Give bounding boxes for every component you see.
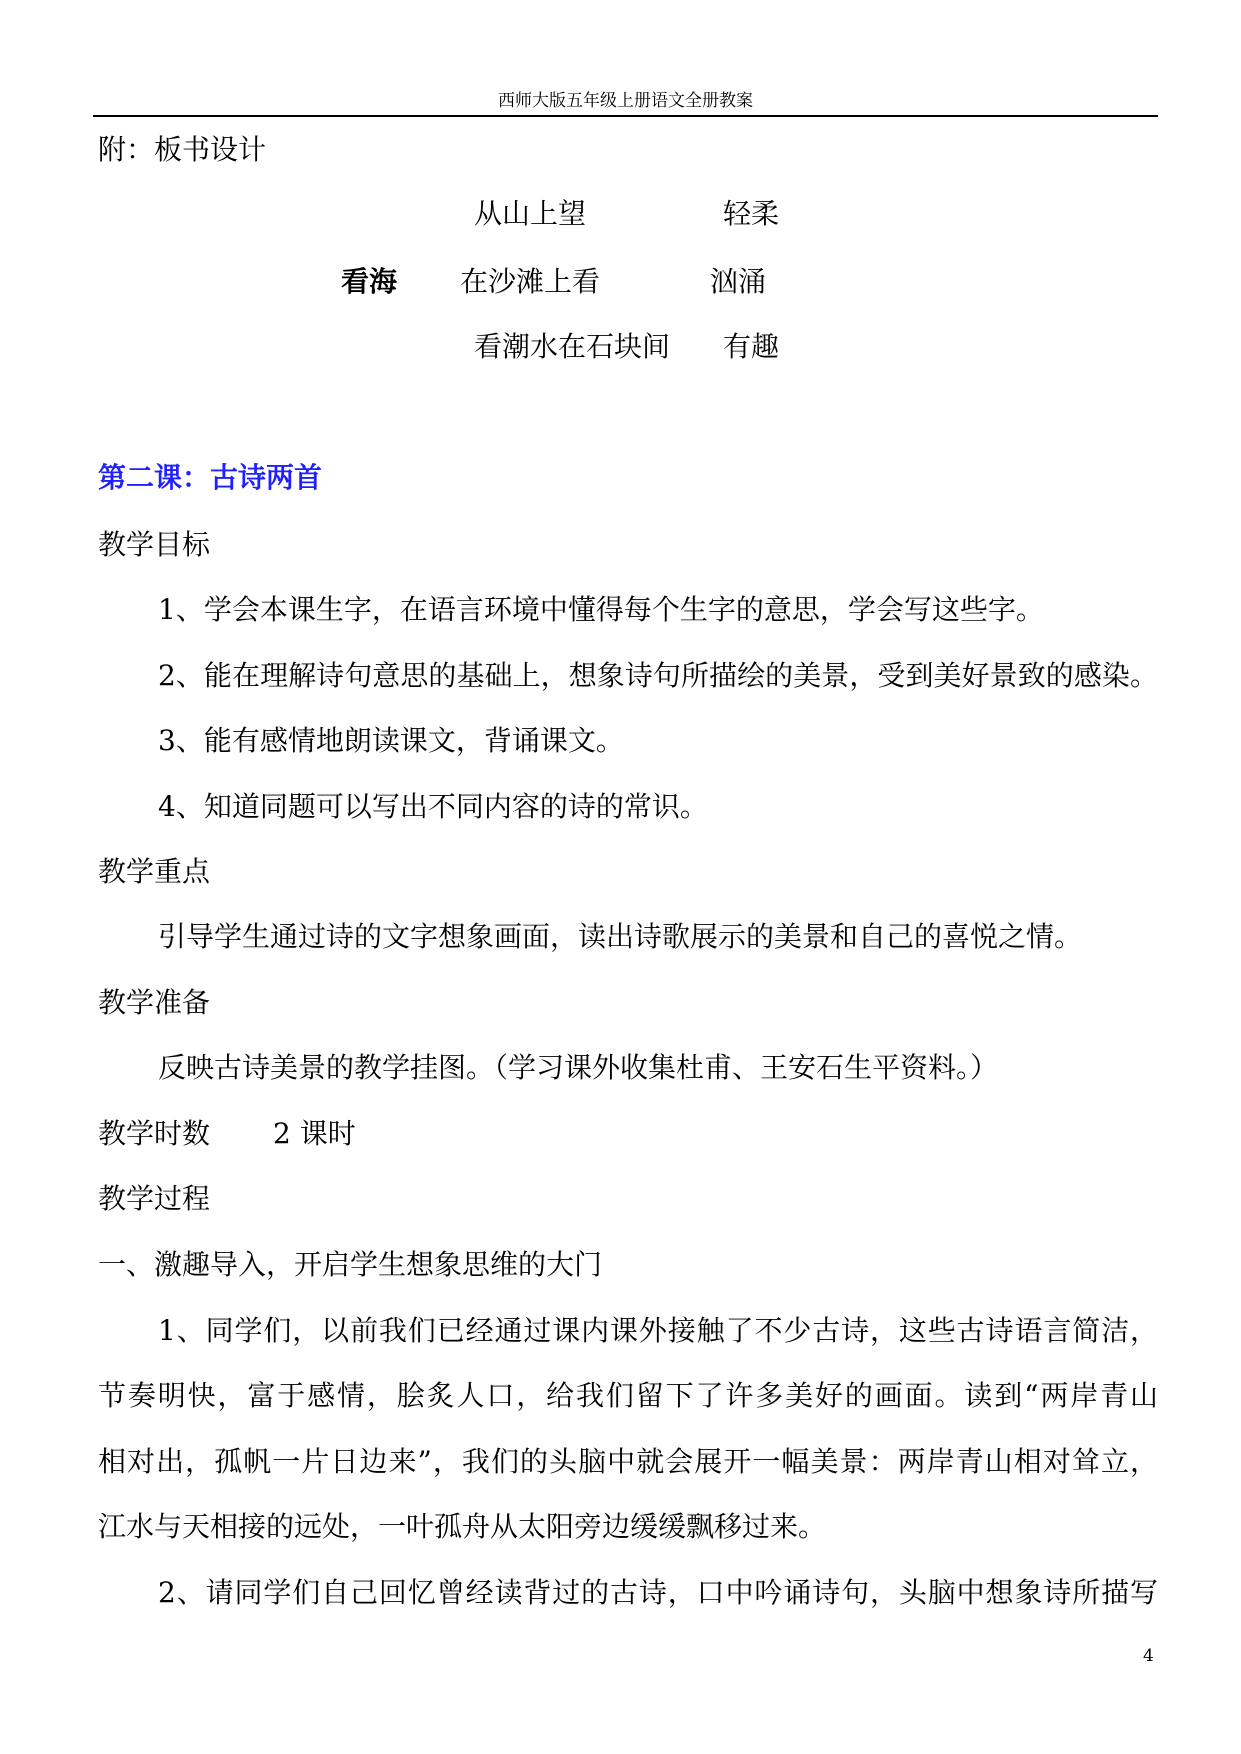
preparation-heading: 教学准备 xyxy=(98,986,211,1019)
board-feeling-1: 轻柔 xyxy=(723,197,780,230)
hours-value: 2 课时 xyxy=(273,1117,356,1150)
header-divider xyxy=(93,115,1158,117)
objective-item-2: 2、能在理解诗句意思的基础上，想象诗句所描绘的美景，受到美好景致的感染。 xyxy=(158,659,1158,692)
hours-heading: 教学时数 xyxy=(98,1117,211,1150)
process-step-title: 一、激趣导入，开启学生想象思维的大门 xyxy=(98,1248,603,1281)
lesson-title: 第二课：古诗两首 xyxy=(98,461,323,494)
paragraph-line: 江水与天相接的远处，一叶孤舟从太阳旁边缓缓飘移过来。 xyxy=(98,1510,827,1543)
key-points-text: 引导学生通过诗的文字想象画面，读出诗歌展示的美景和自己的喜悦之情。 xyxy=(158,920,1083,953)
board-feeling-2: 汹涌 xyxy=(710,265,767,298)
key-points-heading: 教学重点 xyxy=(98,855,211,888)
paragraph-line: 相对出，孤帆一片日边来”，我们的头脑中就会展开一幅美景：两岸青山相对耸立， xyxy=(98,1445,1158,1478)
board-route-2: 在沙滩上看 xyxy=(460,265,601,298)
objective-item-1: 1、学会本课生字，在语言环境中懂得每个生字的意思，学会写这些字。 xyxy=(158,593,1044,626)
objective-item-3: 3、能有感情地朗读课文，背诵课文。 xyxy=(158,724,624,757)
objective-item-4: 4、知道同题可以写出不同内容的诗的常识。 xyxy=(158,790,708,823)
board-route-3: 看潮水在石块间 xyxy=(474,330,671,363)
appendix-label: 附：板书设计 xyxy=(98,133,267,166)
paragraph-line: 2、请同学们自己回忆曾经读背过的古诗，口中吟诵诗句，头脑中想象诗所描写 xyxy=(158,1576,1158,1609)
paragraph-line: 1、同学们，以前我们已经通过课内课外接触了不少古诗，这些古诗语言简洁， xyxy=(158,1314,1158,1347)
objectives-heading: 教学目标 xyxy=(98,528,211,561)
process-heading: 教学过程 xyxy=(98,1182,211,1215)
board-title: 看海 xyxy=(341,265,398,298)
page-number: 4 xyxy=(1143,1646,1154,1666)
preparation-text: 反映古诗美景的教学挂图。（学习课外收集杜甫、王安石生平资料。） xyxy=(158,1051,999,1084)
board-route-1: 从山上望 xyxy=(474,197,587,230)
paragraph-line: 节奏明快，富于感情，脍炙人口，给我们留下了许多美好的画面。读到“两岸青山 xyxy=(98,1379,1158,1412)
running-header-title: 西师大版五年级上册语文全册教案 xyxy=(498,91,753,111)
board-feeling-3: 有趣 xyxy=(723,330,780,363)
